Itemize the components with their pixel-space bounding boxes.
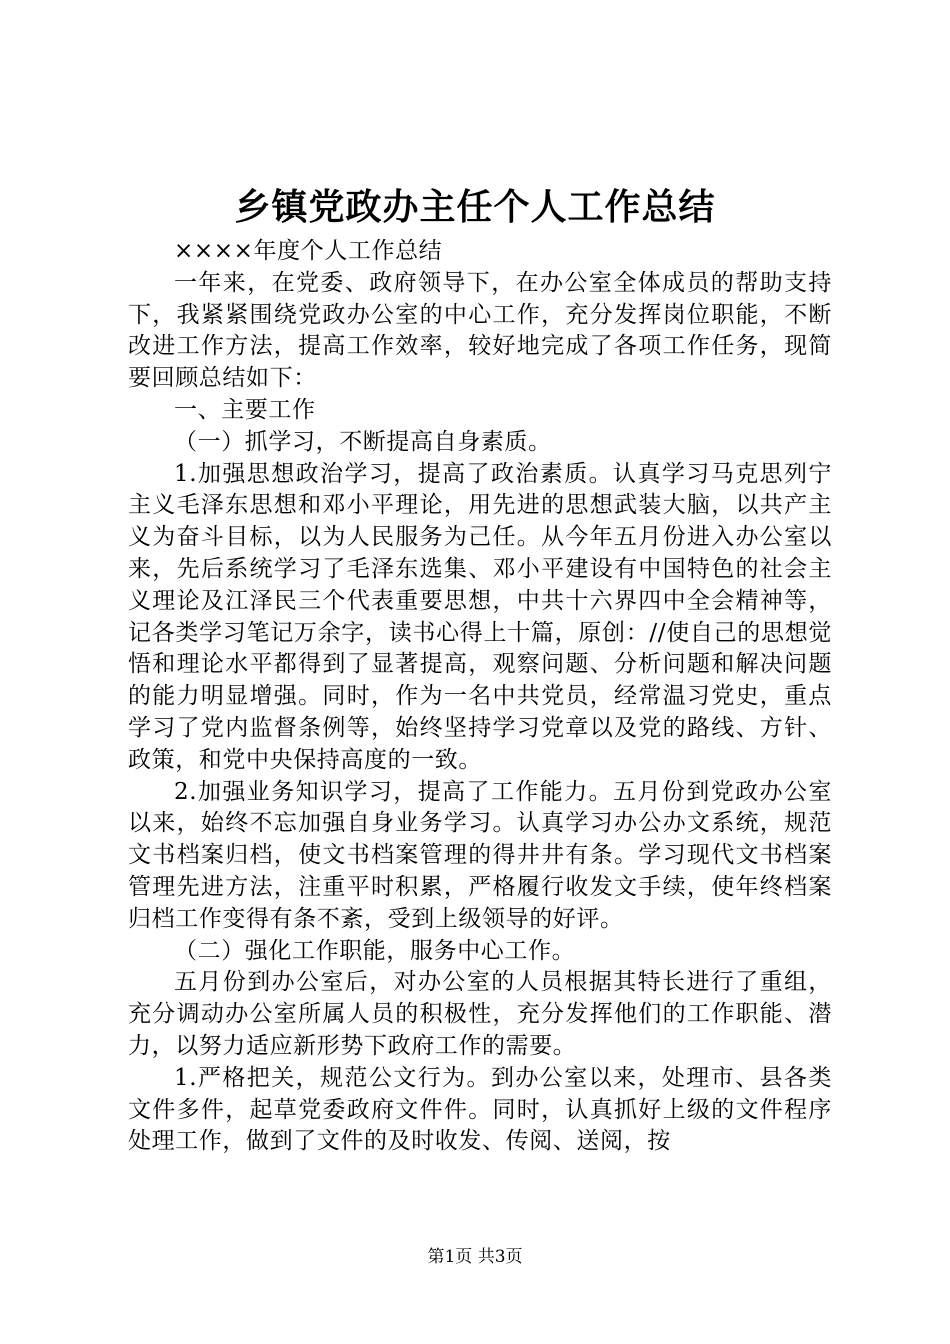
document-body xyxy=(128,236,832,1158)
paragraph-business-study: 2.加强业务知识学习，提高了工作能力。五月份到党政办公室以来，始终不忘加强自身业务学习。认真学习办公办文系统，规范文书档案归档，使文书档案管理的得井井有条。学习现代文书档案管理先进方法，注重平时积累，严格履行收发文手续，使年终档案归档工作变得有条不紊，受到上级领导的好评。 xyxy=(128,778,832,932)
paragraph-political-study: 1.加强思想政治学习，提高了政治素质。认真学习马克思列宁主义毛泽东思想和邓小平理论，用先进的思想武装大脑，以共产主义为奋斗目标，以为人民服务为己任。从今年五月份进入办公室以来，先后系统学习了毛泽东选集、邓小平建设有中国特色的社会主义理论及江泽民三个代表重要思想，中共十六界四中全会精神等，记各类学习笔记万余字，读书心得上十篇，原创：//使自己的思想觉悟和理论水平都得到了显著提高，观察问题、分析问题和解决问题的能力明显增强。同时，作为一名中共党员，经常温习党史，重点学习了党内监督条例等，始终坚持学习党章以及党的路线、方针、政策，和党中央保持高度的一致。 xyxy=(128,460,832,773)
paragraph-reorganization: 五月份到办公室后，对办公室的人员根据其特长进行了重组，充分调动办公室所属人员的积极性，充分发挥他们的工作职能、潜力，以努力适应新形势下政府工作的需要。 xyxy=(128,969,832,1059)
page-number: 第1页 共3页 xyxy=(427,1247,523,1267)
paragraph-document-handling: 1.严格把关，规范公文行为。到办公室以来，处理市、县各类文件多件，起草党委政府文件件。同时，认真抓好上级的文件程序处理工作，做到了文件的及时收发、传阅、送阅，按 xyxy=(128,1064,832,1155)
subsection-heading-functions: （二）强化工作职能，服务中心工作。 xyxy=(174,937,576,964)
document-title: 乡镇党政办主任个人工作总结 xyxy=(234,186,716,228)
paragraph-intro: 一年来，在党委、政府领导下，在办公室全体成员的帮助支持下，我紧紧围绕党政办公室的中心工作，充分发挥岗位职能，不断改进工作方法，提高工作效率，较好地完成了各项工作任务，现简要回顾总结如下： xyxy=(128,269,832,392)
subsection-heading-study: （一）抓学习，不断提高自身素质。 xyxy=(174,428,552,455)
section-heading-main-work: 一、主要工作 xyxy=(174,396,316,423)
paragraph-annual-heading: ××××年度个人工作总结 xyxy=(174,238,443,264)
